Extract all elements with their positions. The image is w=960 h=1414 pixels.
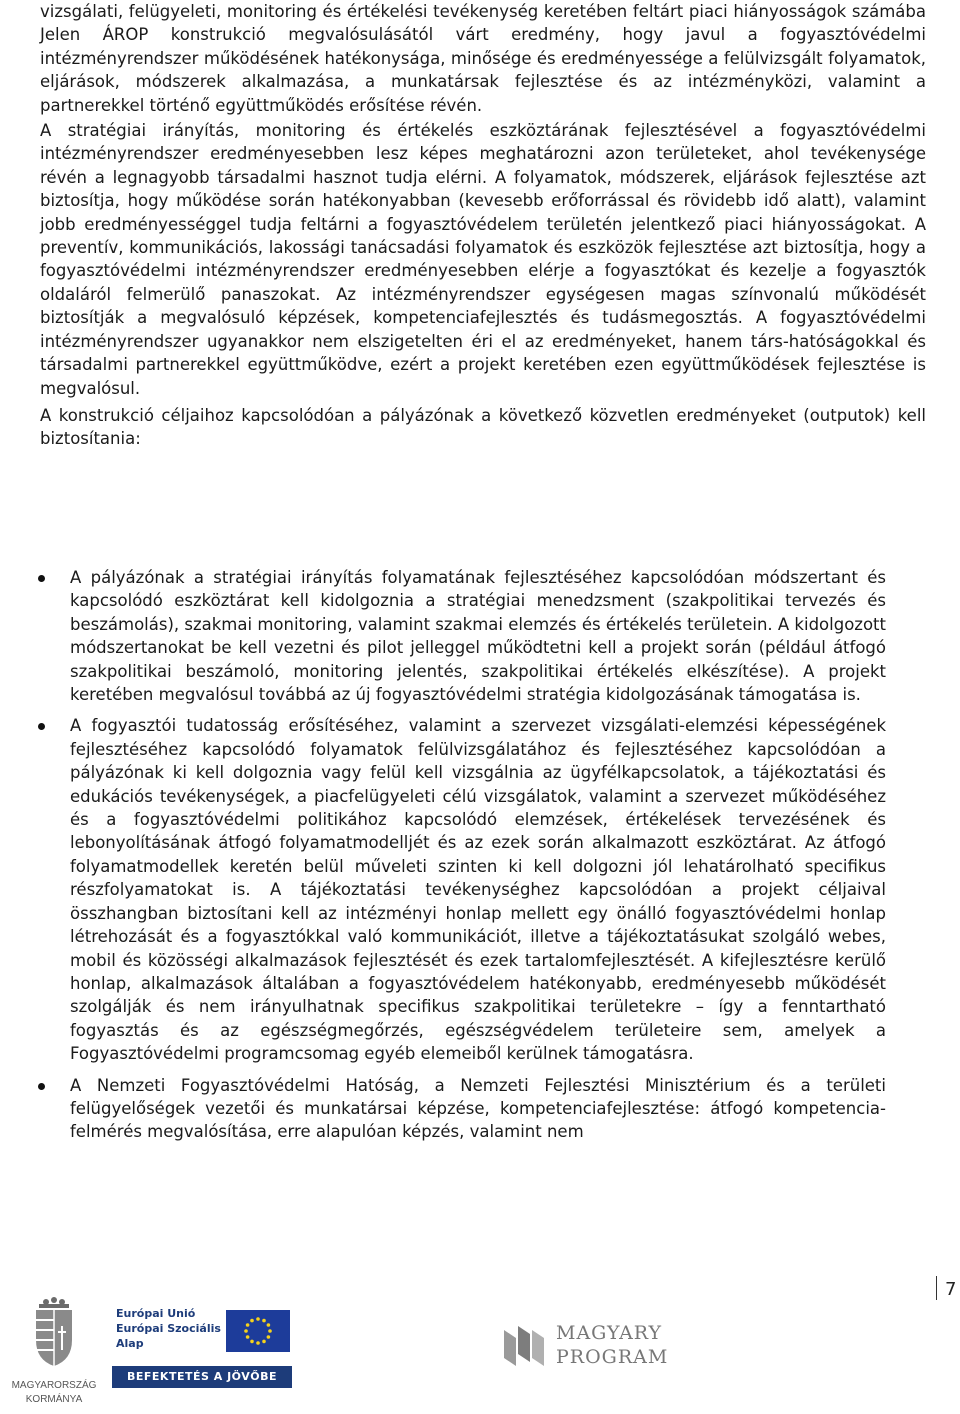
eu-banner: BEFEKTETÉS A JÖVŐBE — [112, 1366, 292, 1388]
hungarian-government-logo — [6, 1296, 102, 1410]
outputs-list — [0, 566, 960, 1144]
bullet-icon — [38, 1083, 45, 1090]
list-item — [0, 714, 960, 1065]
outputs-intro-paragraph: A konstrukció céljaihoz kapcsolódóan a pályázónak a következő közvetlen eredményeket (outputok) kell biztosítania: — [40, 405, 926, 449]
eu-flag-icon — [226, 1310, 290, 1352]
magyary-emblem-icon — [500, 1322, 548, 1370]
coat-of-arms-icon — [6, 1296, 102, 1410]
svg-text:KORMÁNYA: KORMÁNYA — [25, 1394, 83, 1405]
list-item-text: A fogyasztói tudatosság erősítéséhez, valamint a szervezet vizsgálati-elemzési képességének fejlesztéséhez kapcsolódó folyamatok felülvizsgálatához és fejlesztéséhez kapcsolódóan a pályázónak ki kell dolgoznia vagy felül kell vizsgálnia az ügyfélkapcsolatok, a tájékoztatási és edukációs tevékenységek, a piacfelügyeleti célú vizsgálatok, valamint a szervezet működéséhez és a fogyasztóvédelmi politikához kapcsolódó elemzések, értékelések tervezésének és lebonyolításának átfogó folyamatmodelljét és az ezek során alkalmazott eszköztárat. Az átfogó folyamatmodellek keretén belül műveleti szinten ki kell dolgozni jól lehatárolható specifikus részfolyamatokat is. A tájékoztatási tevékenységhez kapcsolódóan a projekt céljaival összhangban biztosítani kell az intézményi honlap mellett egy önálló fogyasztóvédelmi honlap létrehozását és a fogyasztókkal való kommunikációt, illetve a tájékoztatásukat szolgáló webes, mobil és közösségi alkalmazások fejlesztését és ezek tartalomfejlesztését. A kifejlesztésre kerülő honlap, alkalmazások általában a fogyasztóvédelem hatékonyabb, eredményesebb működését szolgálják és nem irányulhatnak specifikus szakpolitikai területekre – így a fenntartható fogyasztás és az egészségmegőrzés, egészségvédelem területeire sem, amelyek a Fogyasztóvédelmi programcsomag egyéb elemeiből kerülnek támogatásra. — [70, 716, 886, 1064]
eu-text: Európai Unió Európai Szociális Alap — [116, 1307, 221, 1350]
bullet-icon — [38, 575, 45, 582]
intro-block — [40, 0, 926, 451]
list-item-text: A pályázónak a stratégiai irányítás folyamatának fejlesztéséhez kapcsolódóan módszertant és kapcsolódó eszköztárat kell kidolgoznia a stratégiai menedzsment (szakpolitikai tervezés és beszámolás), szakmai monitoring, valamint szakmai elemzés és értékelés területein. A kidolgozott módszertanokat be kell vezetni és pilot jelleggel működtetni kell a projekt során (például átfogó szakpolitikai beszámoló, monitoring jelentés, szakpolitikai értékelés elkészítése). A projekt keretében megvalósul továbbá az új fogyasztóvédelmi stratégia kidolgozásának támogatása is. — [70, 568, 886, 705]
list-item-text: A Nemzeti Fogyasztóvédelmi Hatóság, a Nemzeti Fejlesztési Minisztérium és a területi felügyelőségek vezetői és munkatársai képzése, kompetenciafejlesztése: átfogó kompetencia-felmérés megvalósítása, erre alapulóan képzés, valamint nem — [70, 1075, 886, 1142]
eu-funding-logo — [112, 1300, 292, 1390]
page-number: 7 — [936, 1276, 956, 1300]
magyary-text: MAGYARY — [556, 1322, 663, 1344]
list-item — [0, 1074, 960, 1144]
bullet-icon — [38, 723, 45, 730]
intro-paragraph: vizsgálati, felügyeleti, monitoring és értékelési tevékenység keretében feltárt piaci hiányosságok számába Jelen ÁROP konstrukció megvalósulásától várt eredmény, hogy javul a fogyasztóvédelmi intézményrendszer működésének hatékonysága, minősége és eredményessége a felülvizsgált folyamatok, eljárások, módszerek alkalmazása, a munkatársak fejlesztése és az intézményközi, valamint a partnerekkel történő együttműködés erősítése révén. — [40, 2, 926, 115]
svg-text:MAGYARORSZÁG: MAGYARORSZÁG — [11, 1380, 97, 1391]
strategy-paragraph: A stratégiai irányítás, monitoring és értékelés eszköztárának fejlesztésével a fogyasztóvédelmi intézményrendszer eredményesebben lesz képes meghatározni azon területeket, ahol tevékenysége révén a legnagyobb társadalmi hasznot tudja elérni. A folyamatok, módszerek, eljárások fejlesztése azt biztosítja, hogy működése során hatékonyabban (kevesebb erőforrással és rövidebb idő alatt), valamint jobb eredményességgel tudja feltárni a fogyasztóvédelem területén jelentkező piaci hiányosságokat. A preventív, kommunikációs, lakossági tanácsadási folyamatok és eszközök fejlesztése azt biztosítja, hogy a fogyasztóvédelmi intézményrendszer eredményesebben elérje a fogyasztókat és kezelje a fogyasztók oldaláról felmerülő panaszokat. Az intézményrendszer egységesen magas színvonalú működését biztosítják a megvalósuló képzések, kompetenciafejlesztés és tudásmegosztás. A fogyasztóvédelmi intézményrendszer ugyanakkor nem elszigetelten éri el az eredményeket, hanem társ-hatóságokkal és társadalmi partnerekkel együttműködve, ezért a projekt keretében ezen együttműködések fejlesztése is megvalósul. — [40, 121, 926, 398]
magyary-program-logo — [500, 1322, 670, 1372]
program-text: PROGRAM — [556, 1346, 669, 1368]
list-item — [0, 566, 960, 706]
